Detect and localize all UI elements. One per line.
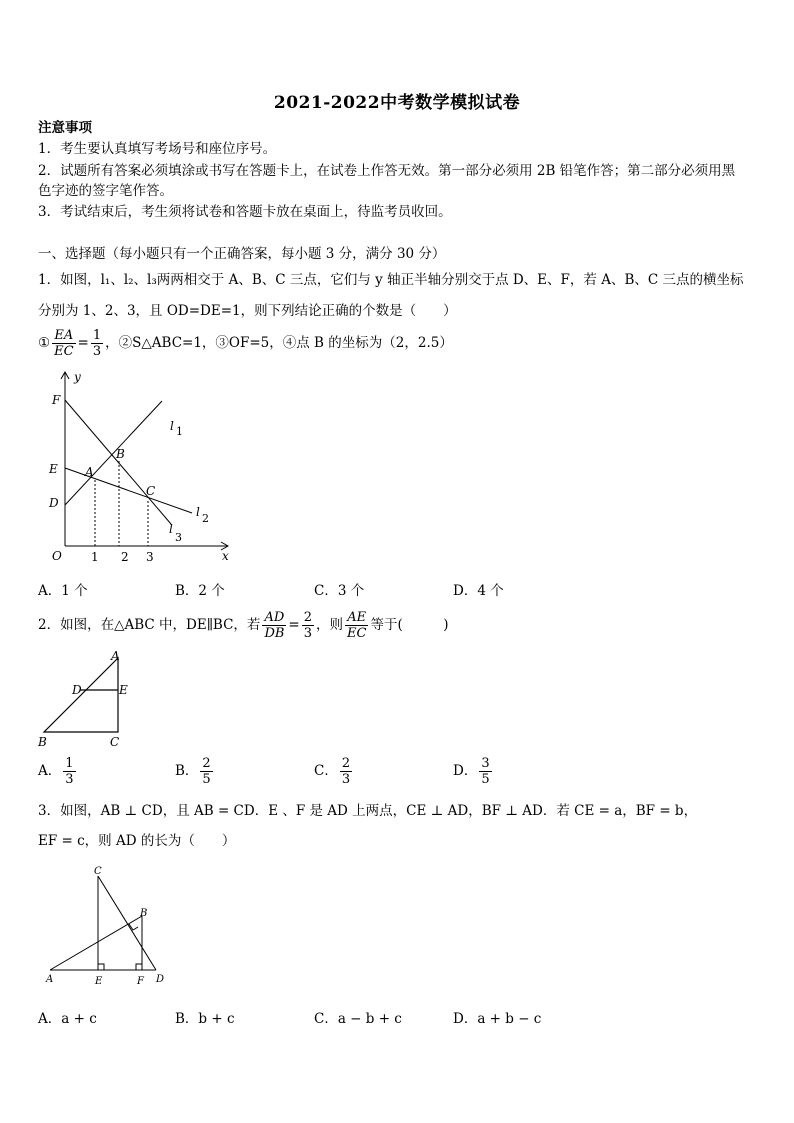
q2-fraction-ae-ec: $\frac{AE}{EC}$ bbox=[347, 610, 367, 641]
q1-option-d[interactable]: D．4 个 bbox=[453, 583, 504, 599]
q3-line1: 3．如图，AB ⊥ CD，且 AB = CD．E 、F 是 AD 上两点，CE ⊥ AD，BF ⊥ AD．若 CE = a，BF = b， bbox=[38, 803, 698, 819]
line-l3 bbox=[65, 400, 171, 524]
label-o: O bbox=[52, 549, 62, 563]
q2-fraction-two-thirds: $\frac{2}{3}$ bbox=[303, 610, 313, 641]
q1-coordinate-figure bbox=[38, 364, 238, 569]
q1-option-c[interactable]: C．3 个 bbox=[314, 583, 365, 599]
q3-option-b[interactable]: B．b + c bbox=[175, 1011, 235, 1027]
q2-option-a[interactable]: A． $\frac{1}{3}$ bbox=[38, 756, 74, 787]
notice-item-3: 3．考试结束后，考生须将试卷和答题卡放在桌面上，待监考员收回。 bbox=[38, 204, 452, 220]
q1-statements: ① $\frac{EA}{EC}$ = $\frac{1}{3}$ ，②S△ABC=1，③OF=5，④点 B 的坐标为（2，2.5） bbox=[38, 328, 453, 359]
notice-item-2b: 色字迹的签字笔作答。 bbox=[38, 183, 173, 199]
q1-line2: 分别为 1、2、3，且 OD=DE=1，则下列结论正确的个数是（ ） bbox=[38, 303, 457, 319]
label-l2: l bbox=[196, 505, 200, 519]
label-a: A bbox=[85, 465, 94, 479]
q2-stem: 2．如图，在△ABC 中，DE∥BC，若 $\frac{AD}{DB}$ = $\frac{2}{3}$ ，则 $\frac{AE}{EC}$ 等于( ) bbox=[38, 610, 449, 641]
label-e: E bbox=[49, 462, 58, 476]
label-b: B bbox=[140, 908, 148, 919]
q2-option-c[interactable]: C． $\frac{2}{3}$ bbox=[314, 756, 351, 787]
q1-option-a[interactable]: A．1 个 bbox=[38, 583, 88, 599]
q1-line1: 1．如图，l₁、l₂、l₃两两相交于 A、B、C 三点，它们与 y 轴正半轴分别交于点 D、E、F，若 A、B、C 三点的横坐标 bbox=[38, 272, 744, 288]
label-c: C bbox=[110, 735, 120, 749]
label-y: y bbox=[74, 370, 81, 384]
label-l1: l bbox=[170, 419, 174, 433]
notice-item-2a: 2．试题所有答案必须填涂或书写在答题卡上，在试卷上作答无效。第一部分必须用 2B 铅笔作答；第二部分必须用黑 bbox=[38, 163, 736, 179]
q3-option-d[interactable]: D．a + b − c bbox=[453, 1011, 542, 1027]
label-e: E bbox=[95, 976, 103, 987]
q2-option-b[interactable]: B． $\frac{2}{5}$ bbox=[175, 756, 211, 787]
label-l3: l bbox=[169, 522, 173, 536]
label-f: F bbox=[52, 393, 61, 407]
section-heading: 一、选择题（每小题只有一个正确答案，每小题 3 分，满分 30 分） bbox=[38, 246, 446, 262]
tick-1: 1 bbox=[91, 550, 99, 564]
q1-statements-rest: ，②S△ABC=1，③OF=5，④点 B 的坐标为（2，2.5） bbox=[105, 335, 453, 351]
right-angle-f bbox=[136, 964, 142, 970]
segment-ab bbox=[50, 916, 142, 970]
label-d: D bbox=[156, 974, 165, 985]
q3-line2: EF = c，则 AD 的长为（ ） bbox=[38, 833, 236, 849]
q3-geometry-figure bbox=[40, 864, 180, 988]
label-a: A bbox=[111, 649, 120, 663]
label-f: F bbox=[137, 976, 144, 987]
q1-fraction-ea-ec: $\frac{EA}{EC}$ bbox=[54, 328, 74, 359]
label-c: C bbox=[146, 484, 156, 498]
label-b: B bbox=[116, 447, 125, 461]
tick-3: 3 bbox=[146, 550, 154, 564]
notice-item-1: 1．考生要认真填写考场号和座位序号。 bbox=[38, 141, 277, 157]
label-e: E bbox=[119, 683, 128, 697]
q1-circle-1: ① bbox=[38, 335, 51, 351]
q1-option-b[interactable]: B．2 个 bbox=[175, 583, 225, 599]
label-x: x bbox=[222, 549, 229, 563]
segment-cd bbox=[98, 876, 156, 970]
tick-2: 2 bbox=[121, 550, 129, 564]
notice-heading: 注意事项 bbox=[38, 120, 92, 136]
q3-option-a[interactable]: A．a + c bbox=[38, 1011, 97, 1027]
label-d: D bbox=[49, 496, 59, 510]
q3-option-c[interactable]: C．a − b + c bbox=[314, 1011, 402, 1027]
label-l2-sub: 2 bbox=[202, 512, 209, 525]
label-l3-sub: 3 bbox=[175, 531, 182, 544]
label-l1-sub: 1 bbox=[176, 425, 183, 438]
q2-fraction-ad-db: $\frac{AD}{DB}$ bbox=[264, 610, 285, 641]
right-angle-e bbox=[98, 964, 104, 970]
q2-triangle-figure bbox=[36, 648, 146, 752]
label-a: A bbox=[46, 974, 54, 985]
label-d: D bbox=[72, 683, 82, 697]
q2-option-d[interactable]: D． $\frac{3}{5}$ bbox=[453, 756, 490, 787]
label-b: B bbox=[38, 735, 47, 749]
label-c: C bbox=[94, 866, 102, 877]
q1-fraction-one-third: $\frac{1}{3}$ bbox=[92, 328, 102, 359]
page-title: 2021-2022中考数学模拟试卷 bbox=[273, 93, 521, 113]
